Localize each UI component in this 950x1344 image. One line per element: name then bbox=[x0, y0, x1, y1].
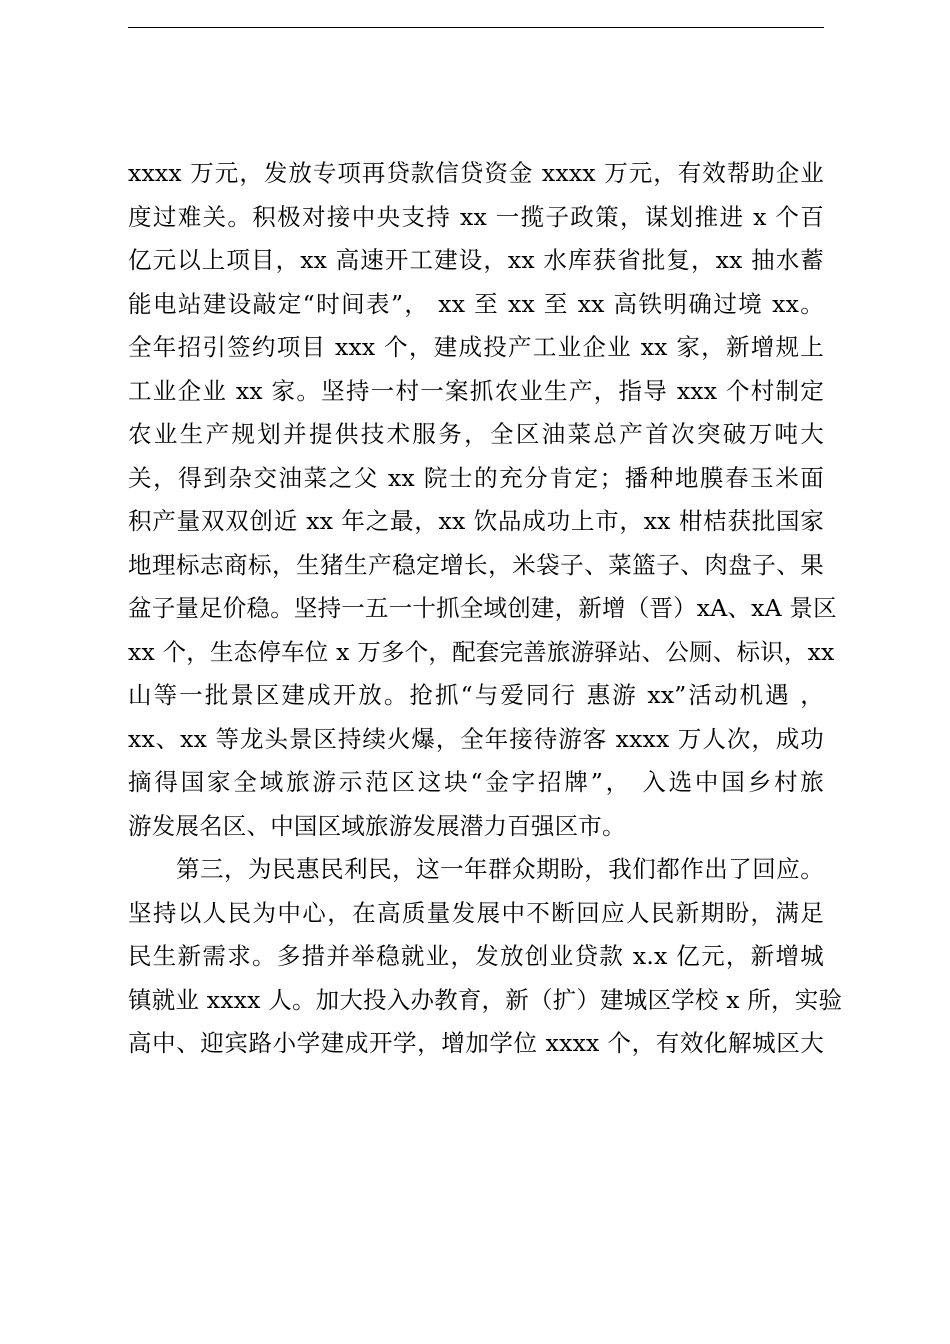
text-line: 工业企业 xx 家。坚持一村一案抓农业生产，指导 xxx 个村制定 bbox=[128, 376, 824, 405]
text-line: 摘得国家全域旅游示范区这块“金字招牌”， 入选中国乡村旅 bbox=[128, 768, 824, 796]
text-line: xx、xx 等龙头景区持续火爆，全年接待游客 xxxx 万人次，成功 bbox=[128, 724, 824, 753]
header-rule bbox=[128, 27, 824, 28]
text-line: 度过难关。积极对接中央支持 xx 一揽子政策，谋划推进 x 个百 bbox=[128, 202, 824, 231]
text-line: 农业生产规划并提供技术服务，全区油菜总产首次突破万吨大 bbox=[128, 420, 824, 448]
text-line: xxxx 万元，发放专项再贷款信贷资金 xxxx 万元，有效帮助企业 bbox=[128, 159, 824, 187]
text-line: 第三，为民惠民利民，这一年群众期盼，我们都作出了回应。 bbox=[176, 855, 824, 883]
text-line: 能电站建设敲定“时间表”， xx 至 xx 至 xx 高铁明确过境 xx。 bbox=[128, 289, 824, 318]
text-line: xx 个，生态停车位 x 万多个，配套完善旅游驿站、公厕、标识，xx bbox=[128, 637, 835, 666]
document-body bbox=[128, 152, 843, 1066]
paragraph-continued bbox=[128, 152, 837, 848]
text-line: 盆子量足价稳。坚持一五一十抓全域创建，新增（晋）xA、xA 景区 bbox=[128, 594, 837, 622]
text-line: 关，得到杂交油菜之父 xx 院士的充分肯定；播种地膜春玉米面 bbox=[128, 463, 824, 492]
text-line: 高中、迎宾路小学建成开学，增加学位 xxxx 个，有效化解城区大 bbox=[128, 1029, 824, 1057]
text-line: 地理标志商标，生猪生产稳定增长，米袋子、菜篮子、肉盘子、果 bbox=[128, 550, 824, 579]
text-line: 民生新需求。多措并举稳就业，发放创业贷款 x.x 亿元，新增城 bbox=[128, 942, 824, 970]
paragraph-third bbox=[128, 848, 843, 1066]
text-line: 山等一批景区建成开放。抢抓“与爱同行 惠游 xx”活动机遇 ， bbox=[128, 681, 824, 709]
text-line: 全年招引签约项目 xxx 个，建成投产工业企业 xx 家，新增规上 bbox=[128, 333, 824, 361]
text-line: 亿元以上项目，xx 高速开工建设，xx 水库获省批复，xx 抽水蓄 bbox=[128, 246, 824, 274]
text-line: 镇就业 xxxx 人。加大投入办教育，新（扩）建城区学校 x 所，实验 bbox=[128, 985, 843, 1014]
text-line: 坚持以人民为中心，在高质量发展中不断回应人民新期盼，满足 bbox=[128, 898, 824, 927]
text-line: 积产量双双创近 xx 年之最，xx 饮品成功上市，xx 柑桔获批国家 bbox=[128, 507, 824, 535]
text-line: 游发展名区、中国区域旅游发展潜力百强区市。 bbox=[128, 811, 626, 840]
